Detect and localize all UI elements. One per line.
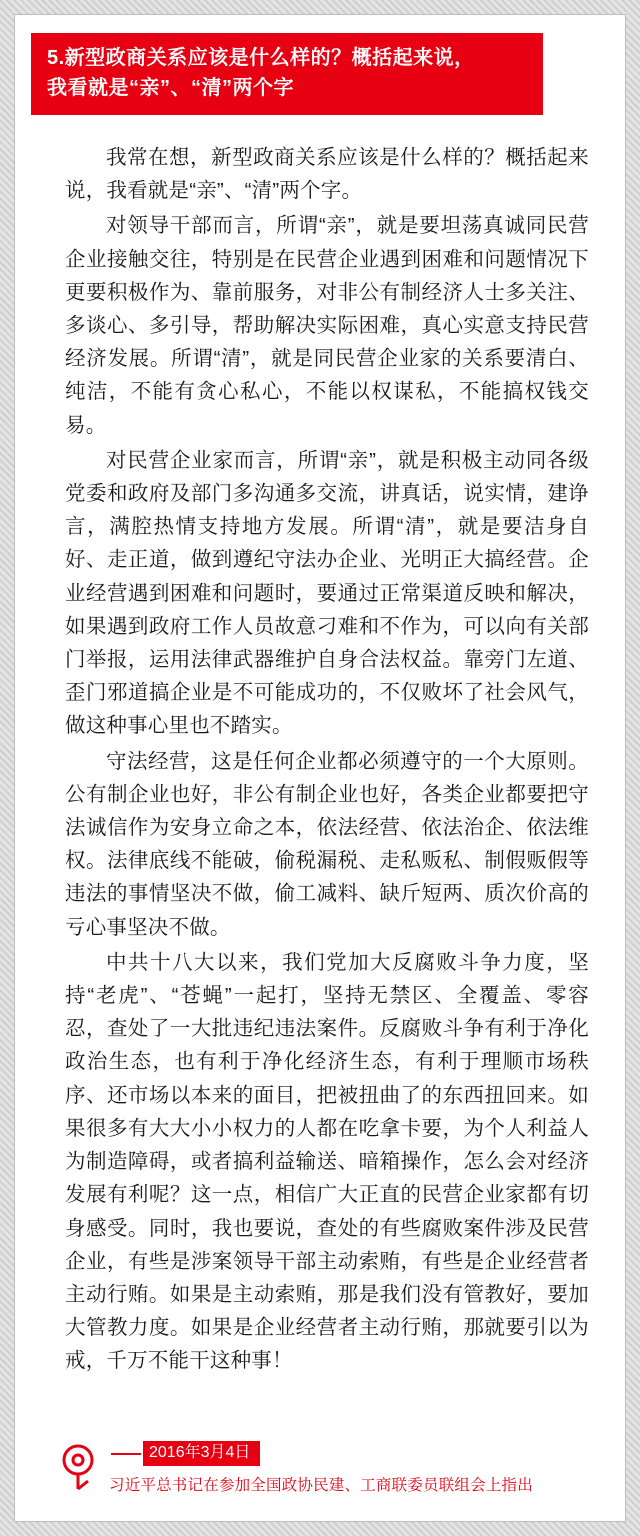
article-title-line-1: 5.新型政商关系应该是什么样的？概括起来说， bbox=[47, 47, 475, 69]
footer-dash bbox=[111, 1453, 141, 1455]
paragraph: 守法经营，这是任何企业都必须遵守的一个大原则。公有制企业也好，非公有制企业也好，各类企业都要把守法诚信作为安身立命之本，依法经营、依法治企、依法维权。法律底线不能破，偷税漏税、走私贩私、制假贩假等违法的事情坚决不做，偷工减料、缺斤短两、质次价高的亏心事坚决不做。 bbox=[65, 749, 589, 939]
paragraph: 对领导干部而言，所谓“亲”，就是要坦荡真诚同民营企业接触交往，特别是在民营企业遇到困难和问题情况下更要积极作为、靠前服务，对非公有制经济人士多关注、多谈心、多引导，帮助解决实际困难，真心实意支持民营经济发展。所谓“清”，就是同民营企业家的关系要清白、纯洁，不能有贪心私心，不能以权谋私，不能搞权钱交易。 bbox=[65, 214, 589, 437]
article-body bbox=[31, 123, 609, 1378]
location-pin-icon bbox=[61, 1443, 101, 1491]
paragraph: 中共十八大以来，我们党加大反腐败斗争力度，坚持“老虎”、“苍蝇”一起打，坚持无禁区、全覆盖、零容忍，查处了一大批违纪违法案件。反腐败斗争有利于净化政治生态，也有利于净化经济生态，有利于理顺市场秩序、还市场以本来的面目，把被扭曲了的东西扭回来。如果很多有大大小小权力的人都在吃拿卡要，为个人利益人为制造障碍，或者搞利益输送、暗箱操作，怎么会对经济发展有利呢？这一点，相信广大正直的民营企业家都有切身感受。同时，我也要说，查处的有些腐败案件涉及民营企业，有些是涉案领导干部主动索贿，有些是企业经营者主动行贿。如果是主动索贿，那是我们没有管教好，要加大管教力度。如果是企业经营者主动行贿，那就要引以为戒，千万不能干这种事！ bbox=[65, 950, 589, 1373]
article-footer bbox=[61, 1441, 533, 1495]
paragraph: 对民营企业家而言，所谓“亲”，就是积极主动同各级党委和政府及部门多沟通多交流，讲真话，说实情，建诤言，满腔热情支持地方发展。所谓“清”，就是要洁身自好、走正道，做到遵纪守法办企业、光明正大搞经营。企业经营遇到困难和问题时，要通过正常渠道反映和解决，如果遇到政府工作人员故意刁难和不作为，可以向有关部门举报，运用法律武器维护自身合法权益。靠旁门左道、歪门邪道搞企业是不可能成功的，不仅败坏了社会风气，做这种事心里也不踏实。 bbox=[65, 448, 589, 738]
footer-source: 习近平总书记在参加全国政协民建、工商联委员联组会上指出 bbox=[109, 1477, 533, 1494]
article-card bbox=[14, 14, 626, 1522]
article-title-line-2: 我看就是“亲”、“清”两个字 bbox=[47, 77, 294, 99]
article-title-banner bbox=[31, 33, 543, 115]
footer-date-row bbox=[109, 1441, 533, 1466]
paragraph: 我常在想，新型政商关系应该是什么样的？概括起来说，我看就是“亲”、“清”两个字。 bbox=[65, 146, 589, 203]
footer-text-block bbox=[109, 1441, 533, 1495]
footer-date: 2016年3月4日 bbox=[143, 1441, 260, 1466]
